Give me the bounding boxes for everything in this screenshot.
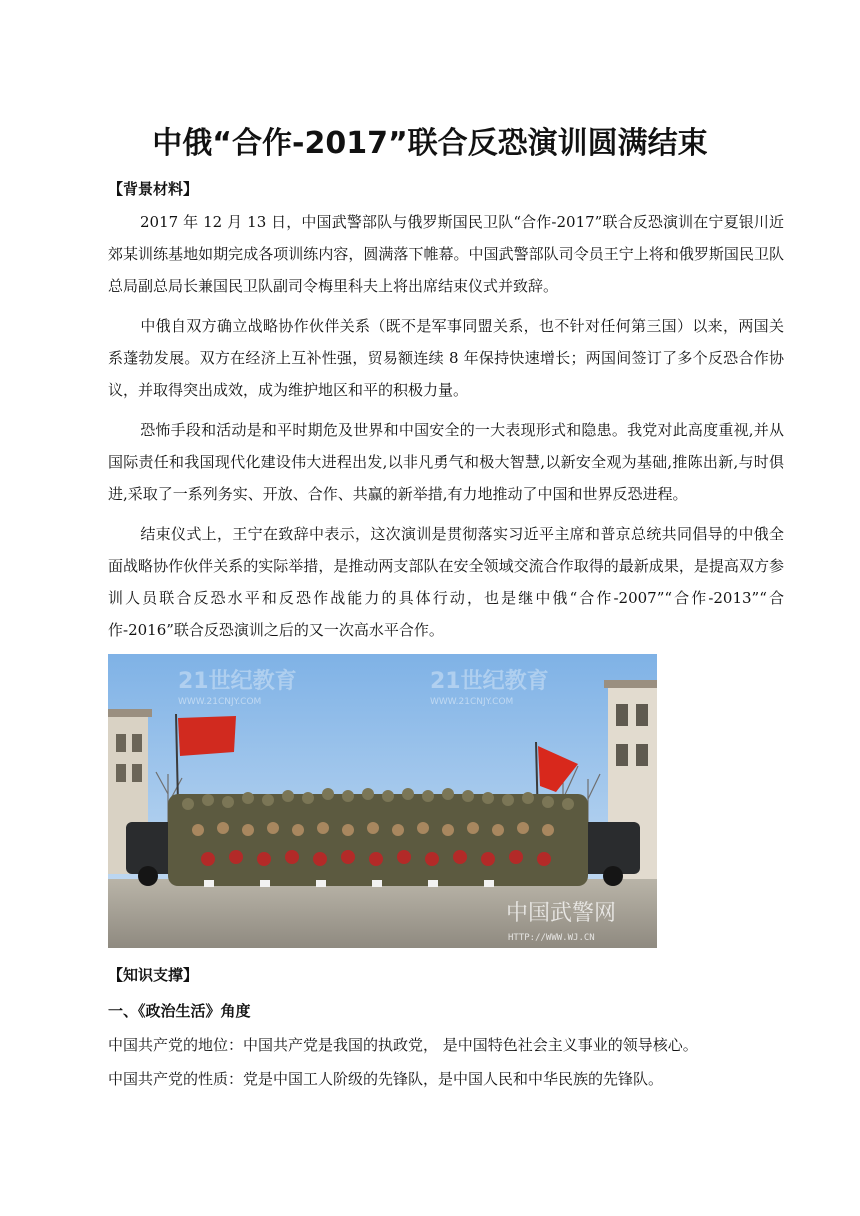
point-party-status: 中国共产党的地位：中国共产党是我国的执政党， 是中国特色社会主义事业的领导核心。 xyxy=(108,1036,698,1054)
background-heading: 【背景材料】 xyxy=(108,180,199,198)
document-title: 中俄“合作-2017”联合反恐演训圆满结束 xyxy=(152,126,708,161)
paragraph-1 xyxy=(108,206,784,302)
paragraph-2-text: 中俄自双方确立战略协作伙伴关系（既不是军事同盟关系，也不针对任何第三国）以来，两国关系蓬勃发展。双方在经济上互补性强，贸易额连续 8 年保持快速增长；两国间签订了多个反恐合作协议，并取得突出成效，成为维护地区和平的积极力量。 xyxy=(108,317,784,399)
soldier-group xyxy=(168,788,588,887)
paragraph-4-text: 结束仪式上，王宁在致辞中表示，这次演训是贯彻落实习近平主席和普京总统共同倡导的中俄全面战略协作伙伴关系的实际举措，是推动两支部队在安全领域交流合作取得的最新成果，是提高双方参训人员联合反恐水平和反恐作战能力的具体行动，也是继中俄“合作-2007”“合作-2013”“合作-2016”联合反恐演训之后的又一次高水平合作。 xyxy=(108,525,784,639)
paragraph-3-text: 恐怖手段和活动是和平时期危及世界和中国安全的一大表现形式和隐患。我党对此高度重视,并从国际责任和我国现代化建设伟大进程出发,以非凡勇气和极大智慧,以新安全观为基础,推陈出新,与时俱进,采取了一系列务实、开放、合作、共赢的新举措,有力地推动了中国和世界反恐进程。 xyxy=(108,421,784,503)
point-party-nature: 中国共产党的性质：党是中国工人阶级的先锋队，是中国人民和中华民族的先锋队。 xyxy=(108,1070,664,1088)
watermark-top-2: 21世纪教育 xyxy=(430,669,549,694)
watermark-url: HTTP://WWW.WJ.CN xyxy=(508,933,595,943)
paragraph-4 xyxy=(108,518,784,646)
knowledge-heading: 【知识支撑】 xyxy=(108,966,199,984)
paragraph-2 xyxy=(108,310,784,406)
group-photo xyxy=(108,654,657,948)
watermark-site-1: WWW.21CNJY.COM xyxy=(178,697,262,707)
watermark-top-1: 21世纪教育 xyxy=(178,669,297,694)
watermark-bottom: 中国武警网 xyxy=(506,901,617,926)
paragraph-3 xyxy=(108,414,784,510)
subheading-politics: 一、《政治生活》角度 xyxy=(108,1002,251,1020)
paragraph-1-text: 2017 年 12 月 13 日，中国武警部队与俄罗斯国民卫队“合作-2017”联合反恐演训在宁夏银川近郊某训练基地如期完成各项训练内容，圆满落下帷幕。中国武警部队司令员王宁上将和俄罗斯国民卫队总局副总局长兼国民卫队副司令梅里科夫上将出席结束仪式并致辞。 xyxy=(108,213,784,295)
watermark-site-2: WWW.21CNJY.COM xyxy=(430,697,514,707)
